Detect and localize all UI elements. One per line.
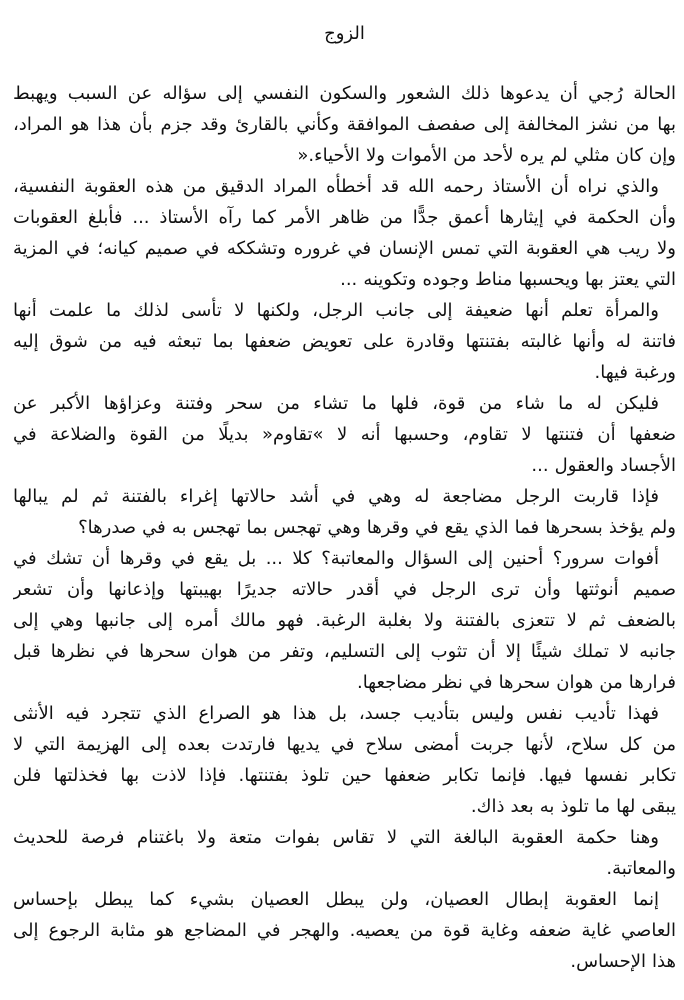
text-line: ولا ريب هي العقوبة التي تمس الإنسان في غروره وتشككه في صميم كيانه؛ في المزية [13,238,676,259]
text-line: والمرأة تعلم أنها ضعيفة إلى جانب الرجل، ولكنها لا تأسى لذلك ما علمت أنها [13,300,659,321]
paragraph [13,388,676,481]
text-line: العاصي غاية ضعفه وغاية قوة من يعصيه. والهجر في المضاجع هو مثابة الرجوع إلى [13,920,676,941]
text-line: وإن كان مثلي لم يره لأحد من الأموات ولا الأحياء.« [297,145,676,166]
text-line: الأجساد والعقول ... [531,455,676,476]
paragraph [13,481,676,543]
text-line: صميم أنوثتها وأن ترى الرجل في أقدر حالاته جديرًا بهيبتها وإذعانها وأن تشعر [13,579,676,600]
text-line: بالضعف ثم لا تتعزى بالفتنة ولا بغلبة الرغبة. فهو مالك أمره إلى جانبها وهي إلى [13,610,676,631]
text-line: فإذا قاربت الرجل مضاجعة له وهي في أشد حالاتها إغراء بالفتنة ثم لم يبالها [13,486,659,507]
paragraph [13,822,676,884]
text-line: الحالة رُجي أن يدعوها ذلك الشعور والسكون النفسي إلى سؤاله عن السبب ويهبط [13,83,676,104]
text-line: فليكن له ما شاء من قوة، فلها ما تشاء من سحر وفتنة وعزاؤها الأكبر عن [13,393,659,414]
text-line: فرارها من هوان سحرها في نظر مضاجعها. [356,672,676,693]
text-line: وأن الحكمة في إيثارها أعمق جدًّا من ظاهر الأمر كما رآه الأستاذ ... فأبلغ العقوبات [13,207,676,228]
text-line: يبقى لها ما تلوذ به بعد ذاك. [470,796,676,817]
text-line: والذي نراه أن الأستاذ رحمه الله قد أخطأه المراد الدقيق من هذه العقوبة النفسية، [13,176,659,197]
text-line: بها من نشز المخالفة إلى صفصف الموافقة وكأني بالقارئ وقد جزم بأن هذا هو المراد، [13,114,676,135]
text-line: فهذا تأديب نفس وليس بتأديب جسد، بل هذا هو الصراع الذي تتجرد فيه الأنثى [13,703,659,724]
text-line: أفوات سرور؟ أحنين إلى السؤال والمعاتبة؟ كلا ... بل يقع في وقرها أن تشك في [13,548,659,569]
text-line: ضعفها أن فتنتها لا تقاوم، وحسبها أنه لا »تقاوم« بديلًا من القوة والضلاعة في [13,424,676,445]
paragraph [13,884,676,977]
text-line: من كل سلاح، لأنها جربت أمضى سلاح في يديها فارتدت بعده إلى الهزيمة التي لا [13,734,676,755]
text-line: ولم يؤخذ بسحرها فما الذي يقع في وقرها وهي تهجس بما تهجس به في صدرها؟ [78,517,676,538]
paragraphs [13,78,676,977]
text-line: إنما العقوبة إبطال العصيان، ولن يبطل العصيان بشيء كما يبطل بإحساس [13,889,659,910]
text-line: التي يعتز بها ويحسبها مناط وجوده وتكوينه ... [340,269,676,290]
text-line: وهنا حكمة العقوبة البالغة التي لا تقاس بفوات متعة ولا باغتنام فرصة للحديث [13,827,659,848]
text-line: فاتنة له وأنها غالبته بفتنتها وقادرة على تعويض ضعفها بما تبعثه فيه من شوق إليه [13,331,676,352]
paragraph [13,295,676,388]
page-title: الزوج [324,23,365,44]
text-line: هذا الإحساس. [570,951,676,972]
text-line: تكابر نفسها فيها. فإنما تكابر ضعفها حين تلوذ بفتنتها. فإذا لاذت بها فخذلتها فلن [13,765,676,786]
text-line: ورغبة فيها. [594,362,676,383]
paragraph [13,171,676,295]
text-line: والمعاتبة. [606,858,676,879]
paragraph [13,698,676,822]
paragraph [13,78,676,171]
text-line: جانبه لا تملك شيئًا إلا أن تثوب إلى التسليم، وتفر من هوان سحرها في نظرها قبل [13,641,676,662]
paragraph [13,543,676,698]
